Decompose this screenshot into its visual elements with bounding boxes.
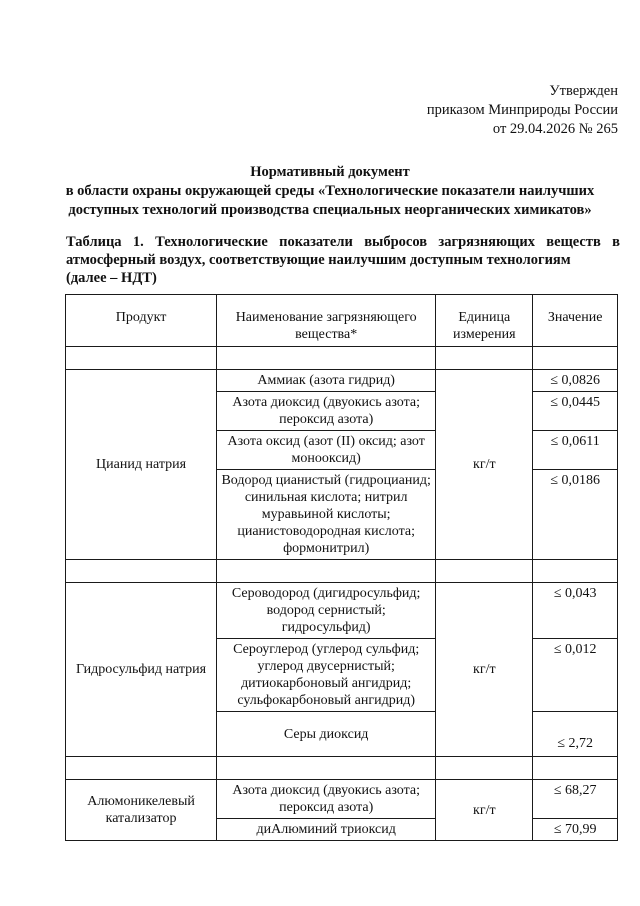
value-cell: ≤ 0,012: [533, 639, 618, 712]
value-cell: ≤ 0,0445: [533, 392, 618, 431]
table-caption: [66, 233, 620, 287]
value-cell: ≤ 68,27: [533, 780, 618, 819]
emissions-table: [65, 294, 618, 841]
value-cell: ≤ 0,0826: [533, 370, 618, 392]
pollutant-cell: Серы диоксид: [217, 712, 436, 757]
table-caption-abbrev: (далее – НДТ): [66, 270, 157, 286]
product-cell: Алюмоникелевый катализатор: [66, 780, 217, 841]
table-caption-text: Таблица 1. Технологические показатели выбросов загрязняющих веществ в атмосферный воздух, соответствующие наилучшим доступным технологиям: [66, 234, 620, 268]
header-unit: Единица измерения: [436, 295, 533, 347]
header-product: Продукт: [66, 295, 217, 347]
pollutant-cell: Аммиак (азота гидрид): [217, 370, 436, 392]
pollutant-cell: Водород цианистый (гидроцианид; синильная кислота; нитрил муравьиной кислоты; цианистоводородная кислота; формонитрил): [217, 470, 436, 560]
unit-cell: кг/т: [436, 583, 533, 757]
table-spacer-row: [66, 757, 618, 780]
header-value: Значение: [533, 295, 618, 347]
title-line: доступных технологий производства специальных неорганических химикатов»: [68, 202, 592, 218]
approval-block: [427, 82, 618, 139]
unit-cell: кг/т: [436, 370, 533, 560]
document-title: [30, 163, 630, 220]
product-cell: Цианид натрия: [66, 370, 217, 560]
pollutant-cell: Азота диоксид (двуокись азота; пероксид азота): [217, 392, 436, 431]
product-cell: Гидросульфид натрия: [66, 583, 217, 757]
table-row: [66, 780, 618, 819]
pollutant-cell: Сероводород (дигидросульфид; водород сернистый; гидросульфид): [217, 583, 436, 639]
approval-line: от 29.04.2026 № 265: [492, 121, 618, 137]
pollutant-cell: диАлюминий триоксид: [217, 819, 436, 841]
table-spacer-row: [66, 347, 618, 370]
value-cell: ≤ 0,0186: [533, 470, 618, 560]
table-row: [66, 583, 618, 639]
table-row: [66, 370, 618, 392]
title-line: Нормативный документ: [250, 164, 410, 180]
value-cell: ≤ 0,0611: [533, 431, 618, 470]
header-pollutant: Наименование загрязняющего вещества*: [217, 295, 436, 347]
value-cell: ≤ 70,99: [533, 819, 618, 841]
table-spacer-row: [66, 560, 618, 583]
value-cell: ≤ 0,043: [533, 583, 618, 639]
pollutant-cell: Азота оксид (азот (II) оксид; азот монооксид): [217, 431, 436, 470]
table-header-row: [66, 295, 618, 347]
approval-line: приказом Минприроды России: [426, 102, 618, 118]
pollutant-cell: Сероуглерод (углерод сульфид; углерод двусернистый; дитиокарбоновый ангидрид; сульфокарбоновый ангидрид): [217, 639, 436, 712]
approval-line: Утвержден: [549, 83, 618, 99]
pollutant-cell: Азота диоксид (двуокись азота; пероксид азота): [217, 780, 436, 819]
unit-cell: кг/т: [436, 780, 533, 841]
title-line: в области охраны окружающей среды «Технологические показатели наилучших: [65, 183, 595, 199]
value-cell: ≤ 2,72: [533, 712, 618, 757]
